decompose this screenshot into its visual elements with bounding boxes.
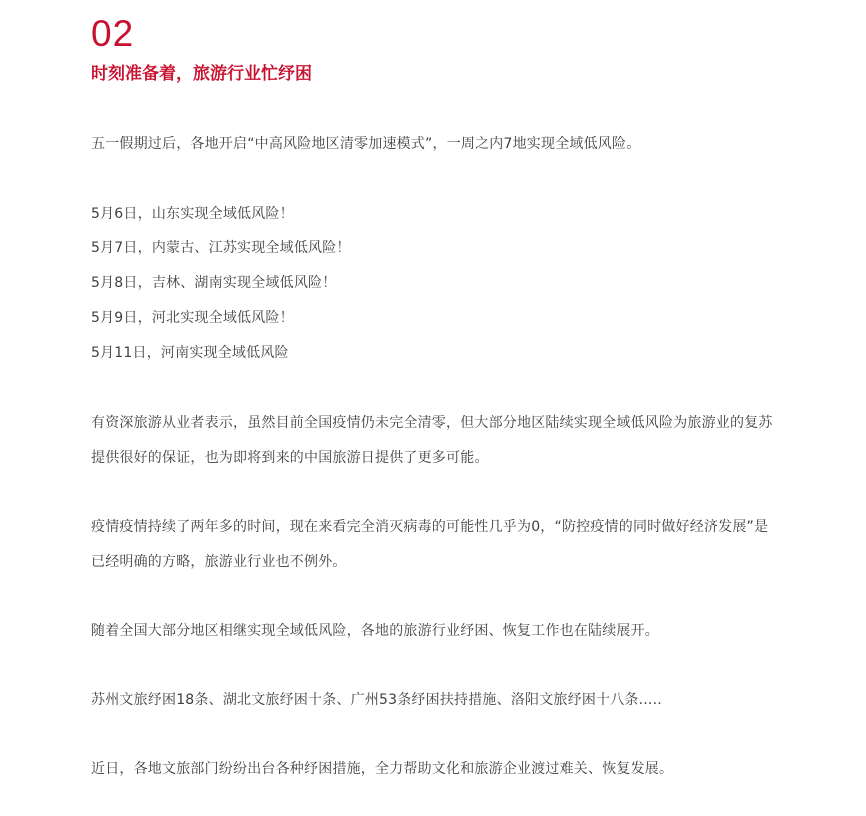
paragraph-4: 随着全国大部分地区相继实现全域低风险，各地的旅游行业纾困、恢复工作也在陆续展开。 <box>91 623 659 639</box>
paragraph-3: 疫情疫情持续了两年多的时间，现在来看完全消灭病毒的可能性几乎为0，“防控疫情的同时做好经济发展”是已经明确的方略，旅游业行业也不例外。 <box>91 519 769 570</box>
paragraph-2: 有资深旅游从业者表示，虽然目前全国疫情仍未完全清零，但大部分地区陆续实现全域低风险为旅游业的复苏提供很好的保证，也为即将到来的中国旅游日提供了更多可能。 <box>91 415 773 466</box>
list-item: 5月7日，内蒙古、江苏实现全域低风险！ <box>91 240 351 256</box>
list-item: 5月9日，河北实现全域低风险！ <box>91 310 294 326</box>
intro-paragraph: 五一假期过后，各地开启“中高风险地区清零加速模式”，一周之内7地实现全域低风险。 <box>91 136 641 152</box>
paragraph-6: 近日，各地文旅部门纷纷出台各种纾困措施，全力帮助文化和旅游企业渡过难关、恢复发展。 <box>91 761 674 777</box>
list-item: 5月11日，河南实现全域低风险 <box>91 345 289 361</box>
paragraph-5: 苏州文旅纾困18条、湖北文旅纾困十条、广州53条纾困扶持措施、洛阳文旅纾困十八条..... <box>91 692 662 708</box>
list-item: 5月6日，山东实现全域低风险！ <box>91 206 294 222</box>
section-number: 02 <box>91 13 135 54</box>
section-title: 时刻准备着，旅游行业忙纾困 <box>91 64 312 84</box>
list-item: 5月8日，吉林、湖南实现全域低风险！ <box>91 275 337 291</box>
